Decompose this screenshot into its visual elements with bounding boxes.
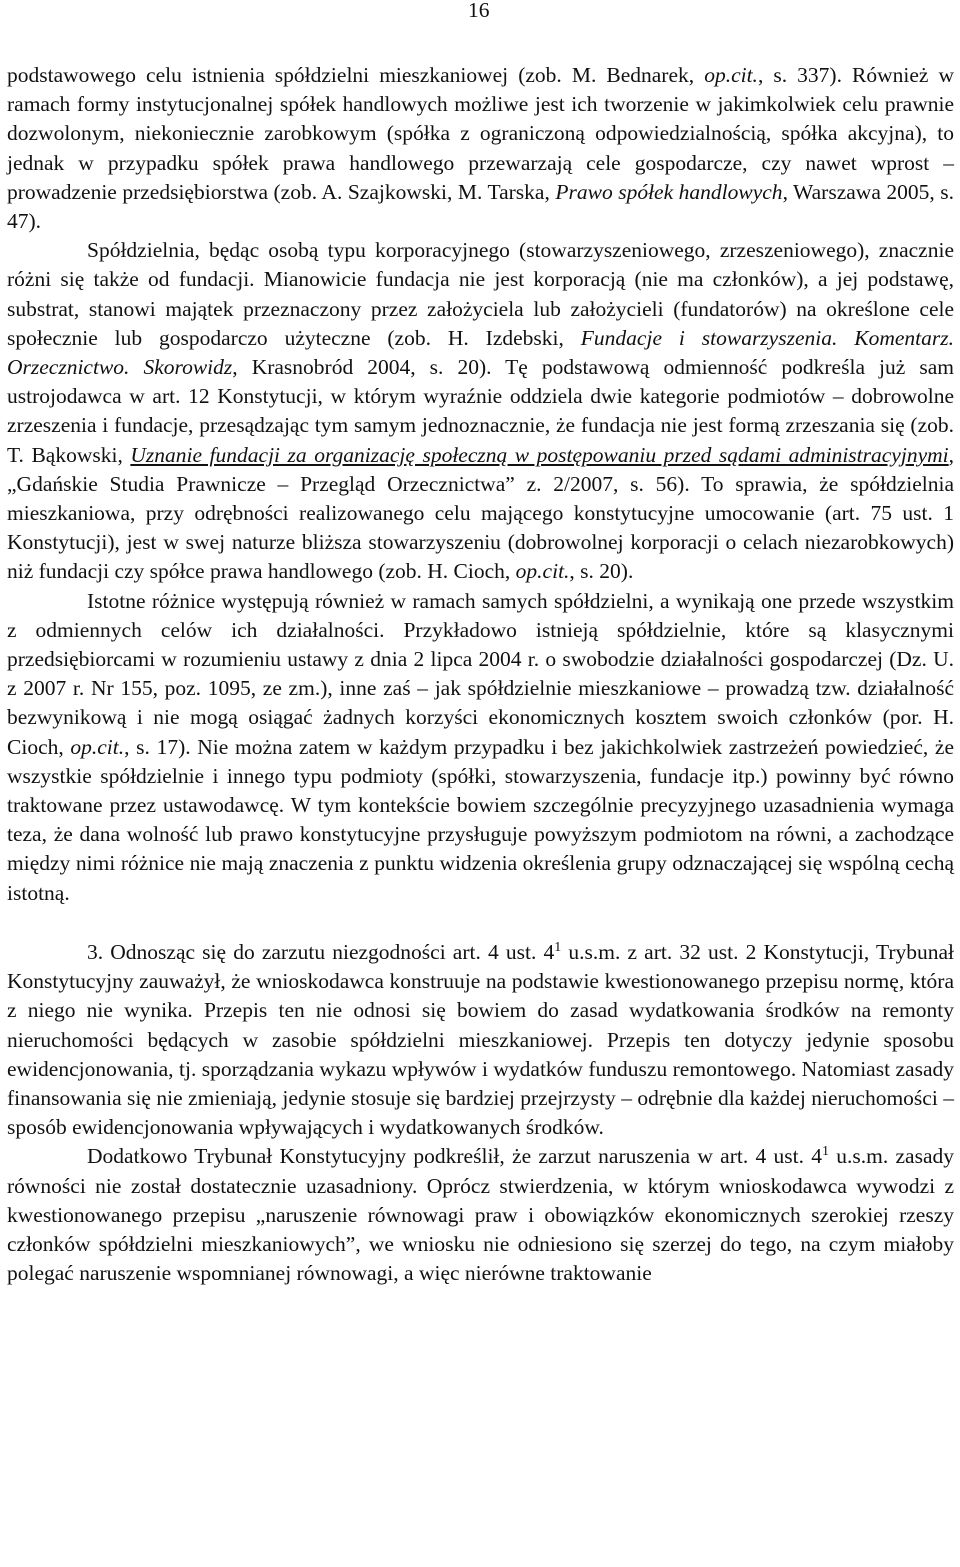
paragraph-4 [7, 938, 954, 1142]
citation-op-cit: op.cit. [704, 63, 758, 87]
book-title-fundacje: Fundacje i stowarzyszenia. Komentarz. Orzecznictwo. Skorowidz [7, 325, 954, 380]
superscript-1: 1 [554, 939, 562, 955]
paragraph-5-text-2: u.s.m. zasady równości nie został dostatecznie uzasadniony. Oprócz stwierdzenia, w którym wnioskodawca wywodzi z kwestionowanego przepisu „naruszenie równowagi praw i obowiązków ekonomicznych szerokiej rzeszy członków spółdzielni mieszkaniowych”, we wniosku nie odniesiono się szerzej do tego, na czym miałoby polegać naruszenie wspomnianej równowagi, a więc nierówne traktowanie [7, 1144, 955, 1286]
paragraph-3 [7, 587, 954, 908]
book-title-prawo-spolek: Prawo spółek handlowych [555, 179, 783, 204]
paragraph-1 [7, 61, 954, 236]
document-body [7, 61, 954, 1288]
paragraph-4-text-2: u.s.m. z art. 32 ust. 2 Konstytucji, Trybunał Konstytucyjny zauważył, że wnioskodawca konstruuje na podstawie kwestionowanego przepisu normę, która z niego nie wynika. Przepis ten nie odnosi się bowiem do zasad wydatkowania środków na remonty nieruchomości będących w zasobie spółdzielni mieszkaniowej. Przepis ten dotyczy jedynie sposobu ewidencjonowania, tj. sporządzania wykazu wpływów i wydatków funduszu remontowego. Natomiast zasady finansowania się nie zmieniają, jedynie stosuje się bardziej przejrzysty – odrębnie dla każdej nieruchomości – sposób ewidencjonowania wpływających i wydatkowanych środków. [7, 939, 954, 1140]
paragraph-5-text-1: Dodatkowo Trybunał Konstytucyjny podkreślił, że zarzut naruszenia w art. 4 ust. 4 [87, 1144, 822, 1169]
paragraph-3-text-2: , s. 17). Nie można zatem w każdym przypadku i bez jakichkolwiek zastrzeżeń powiedzieć, że wszystkie spółdzielnie i innego typu podmioty (spółki, stowarzyszenia, fundacje itp.) powinny być równo traktowane przez ustawodawcę. W tym kontekście bowiem szczególnie precyzyjnego uzasadnienia wymaga teza, że dana wolność lub prawo konstytucyjne przysługuje powyższym podmiotom na równi, a zachodzące między nimi różnice nie mają znaczenia z punktu widzenia określenia grupy odznaczającej się wspólną cechą istotną. [7, 734, 954, 905]
paragraph-1-text-1: podstawowego celu istnienia spółdzielni mieszkaniowej (zob. M. Bednarek, [7, 63, 705, 87]
paragraph-2-text-3: , „Gdańskie Studia Prawnicze – Przegląd Orzecznictwa” z. 2/2007, s. 56). To sprawia, że spółdzielnia mieszkaniowa, przy odrębności realizowanego celu mającego konstytucyjne umocowanie (art. 75 ust. 1 Konstytucji), jest w swej naturze bliższa stowarzyszeniu (dobrowolnej korporacji o celach niezarobkowych) niż fundacji czy spółce prawa handlowego (zob. H. Cioch, [7, 442, 954, 584]
paragraph-2-text-4: , s. 20). [569, 559, 634, 584]
paragraph-4-text-1: 3. Odnosząc się do zarzutu niezgodności art. 4 ust. 4 [87, 939, 555, 964]
section-gap [7, 908, 954, 938]
article-title-underline: Uznanie fundacji za organizację społeczną w postępowaniu przed sądami administracyjnymi [130, 442, 949, 467]
citation-op-cit-3: op.cit. [70, 734, 125, 759]
paragraph-2-text-2: , Krasnobród 2004, s. 20). Tę podstawową odmienność podkreśla już sam ustrojodawca w art. 12 Konstytucji, w którym wyraźnie oddziela dwie kategorie podmiotów – dobrowolne zrzeszenia i fundacje, przesądzając tym samym jednoznacznie, że fundacja nie jest formą zrzeszania się (zob. T. Bąkowski, [7, 355, 954, 467]
citation-op-cit-2: op.cit. [515, 559, 570, 584]
paragraph-5 [7, 1142, 954, 1288]
superscript-2: 1 [822, 1144, 829, 1160]
article-title-uznanie-fundacji [130, 443, 948, 467]
paragraph-3-text-1: Istotne różnice występują również w ramach samych spółdzielni, a wynikają one przede wszystkim z odmiennych celów ich działalności. Przykładowo istnieją spółdzielnie, które są klasycznymi przedsiębiorcami w rozumieniu ustawy z dnia 2 lipca 2004 r. o swobodzie działalności gospodarczej (Dz. U. z 2007 r. Nr 155, poz. 1095, ze zm.), inne zaś – jak spółdzielnie mieszkaniowe – prowadzą tzw. działalność bezwynikową i nie mogą osiągać żadnych korzyści ekonomicznych kosztem swoich członków (por. H. Cioch, [7, 588, 954, 759]
paragraph-1-text-3: , Warszawa 2005, s. 47). [7, 179, 954, 234]
paragraph-2-text-1: Spółdzielnia, będąc osobą typu korporacyjnego (stowarzyszeniowego, zrzeszeniowego), znacznie różni się także od fundacji. Mianowicie fundacja nie jest korporacją (nie ma członków), a jej podstawę, substrat, stanowi majątek przeznaczony przez założyciela lub założycieli (fundatorów) na określone cele społecznie lub gospodarczo użyteczne (zob. H. Izdebski, [7, 238, 954, 350]
paragraph-1-text-2: , s. 337). Również w ramach formy instytucjonalnej spółek handlowych możliwe jest ich tworzenie w jakimkolwiek celu prawnie dozwolonym, niekoniecznie zarobkowym (spółka z ograniczoną odpowiedzialnością, spółka akcyjna), to jednak w przypadku spółek prawa handlowego przewarzają cele gospodarcze, czy nawet wprost – prowadzenie przedsiębiorstwa (zob. A. Szajkowski, M. Tarska, [7, 63, 954, 204]
paragraph-2 [7, 236, 954, 586]
page-number: 16 [468, 0, 490, 22]
